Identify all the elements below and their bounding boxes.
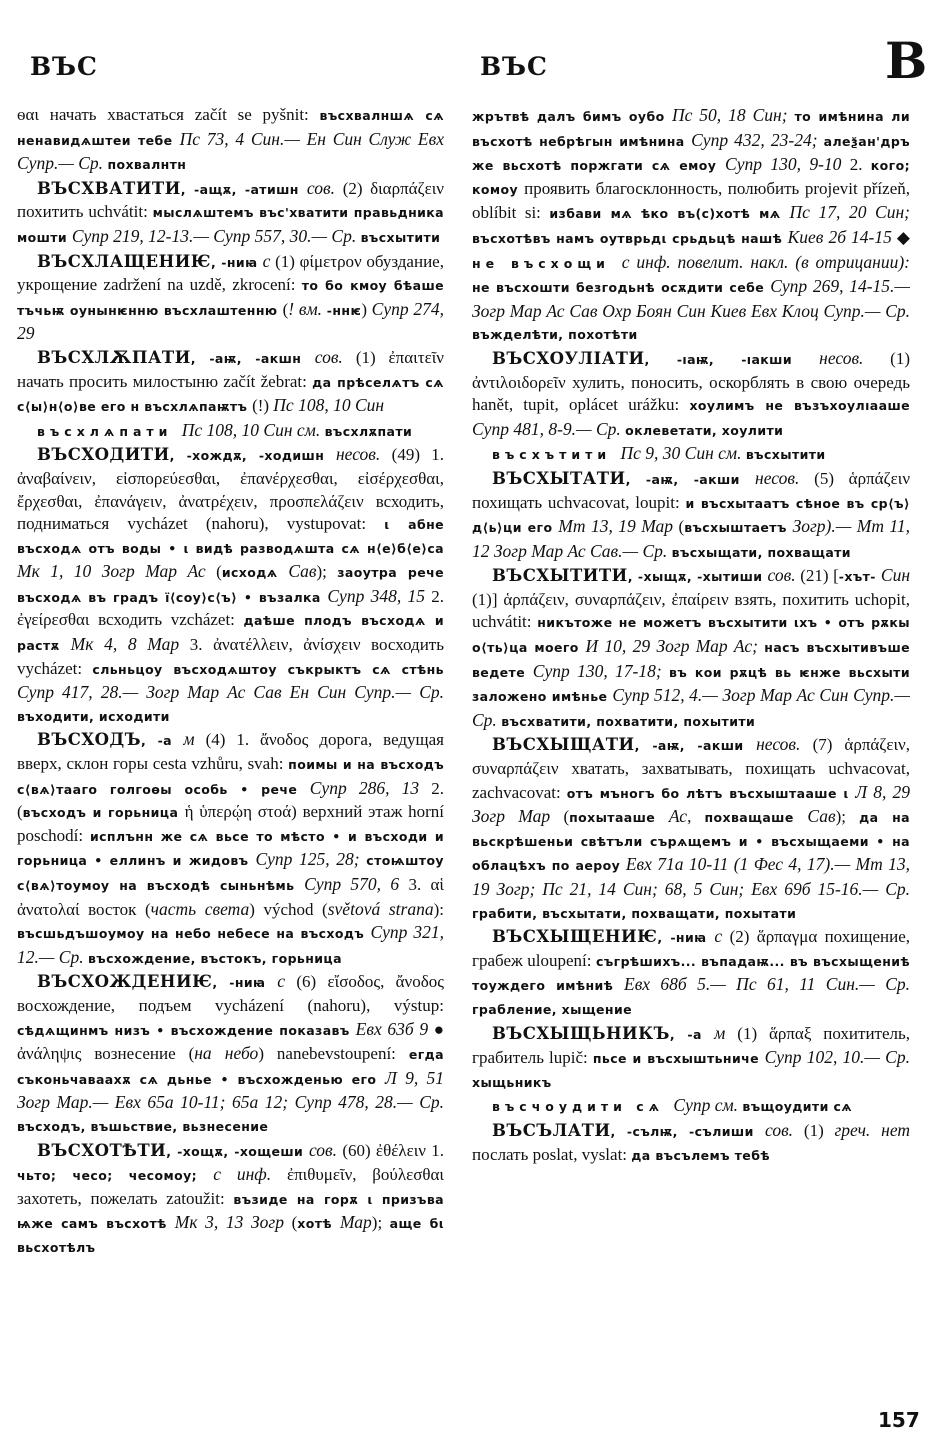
reference-italic: Мар bbox=[339, 1212, 372, 1233]
slavonic-citation: грабити, въсхытати, похващати, похытати bbox=[472, 905, 797, 921]
reference-italic: Мт 13, 19 Мар bbox=[558, 516, 679, 537]
reference-italic: ! вм. bbox=[288, 298, 327, 319]
definition-text: проявить благосклонность, полюбить projevit přízeň, oblíbit si: bbox=[472, 178, 910, 223]
reference-italic: Супр 286, 13 bbox=[309, 777, 432, 798]
reference-italic: сов. bbox=[767, 565, 801, 586]
headword: ВЪСХЛѪПАТИ bbox=[37, 347, 191, 367]
definition-text: ) nanebevstoupení: bbox=[258, 1044, 409, 1064]
reference-italic: И 10, 29 Зогр Мар Ас; bbox=[585, 636, 765, 657]
slavonic-citation: -хът- bbox=[838, 569, 881, 585]
reference-italic: с инф. повелит. накл. (в отрицании): bbox=[621, 251, 910, 272]
slavonic-citation: въсхватити, похватити, похытити bbox=[501, 713, 756, 729]
reference-italic: Киев 2б 14-15 bbox=[787, 226, 897, 247]
slavonic-citation: въсхыштаетъ bbox=[684, 520, 793, 536]
reference-italic: Пс 108, 10 Син bbox=[273, 395, 385, 416]
page-number: 157 bbox=[878, 1408, 920, 1432]
slavonic-citation: въсшьдъшоумоу на небо небесе на въсходъ bbox=[17, 926, 371, 942]
definition-text: ); bbox=[835, 807, 860, 827]
reference-italic: Пс 9, 30 Син см. bbox=[620, 443, 746, 464]
headword: ВЪСХОДИТИ bbox=[37, 445, 170, 465]
headword: ВЪСХЫЩЕНИѤ bbox=[492, 927, 658, 947]
definition-text: ); bbox=[316, 562, 338, 582]
definition-text: 2. ( bbox=[17, 778, 444, 822]
dictionary-entry bbox=[17, 250, 444, 346]
headword: ВЪСХОУЛІАТИ bbox=[492, 348, 645, 368]
slavonic-citation: въсхыщати, похващати bbox=[671, 544, 851, 560]
reference-italic: Пс 108, 10 Син см. bbox=[181, 419, 325, 440]
left-column bbox=[17, 104, 444, 1260]
slavonic-citation: заоутра рече въсходѧ въ градъ ї⟨соу⟩с⟨ъ⟩ • възалка bbox=[17, 565, 444, 605]
slavonic-citation: въщоудити сѧ bbox=[742, 1099, 853, 1115]
reference-italic: Супр 130, 17-18; bbox=[532, 660, 670, 681]
slavonic-citation: то имѣнина ли въсхотѣ небрѣгын имѣнина bbox=[472, 109, 910, 149]
dictionary-entry bbox=[17, 970, 444, 1138]
reference-italic: Евх 71а 10-11 (1 Фес 4, 17).— Мт 13, 19 Зогр; Пс 21, 14 Син; 68, 5 Син; Евх 69б 15-16.— Ср. bbox=[472, 854, 910, 899]
slavonic-citation: въходити, исходити bbox=[17, 708, 170, 724]
definition-text: 3. αἱ ἀνατολαί восток ( bbox=[17, 875, 444, 919]
dictionary-entry bbox=[472, 467, 910, 564]
slavonic-citation: пьсе и въсхыштьниче bbox=[592, 1051, 765, 1067]
slavonic-citation: никътоже не можетъ въсхытити ιхъ • отъ рѫкы о⟨ть⟩ца моего bbox=[472, 615, 910, 656]
slavonic-citation: аще бι вьсхотѣлъ bbox=[17, 1216, 444, 1255]
definition-text: (7) ἁρπάζειν, συναρπάζειν хватать, захватывать, похищать uchvacovat, zachvacovat: bbox=[472, 735, 910, 802]
slavonic-citation: кого; комоу bbox=[472, 158, 910, 197]
slavonic-citation: поимы и на въсходъ с⟨вѧ⟩тааго голгоѳы особь • рече bbox=[17, 757, 444, 797]
definition-text: 2. bbox=[849, 155, 871, 175]
reference-italic: несов. bbox=[755, 467, 815, 488]
definition-text: ( bbox=[291, 1213, 298, 1233]
dictionary-entry bbox=[472, 1094, 910, 1119]
reference-italic: Л 9, 51 Зогр Мар.— Евх 65а 10-11; 65а 12; Супр 478, 28.— Ср. bbox=[17, 1067, 445, 1113]
slavonic-citation: чьто; чесо; чесомоу; bbox=[17, 1168, 214, 1184]
definition-text: ● ἀνάληψις вознесение ( bbox=[17, 1019, 444, 1064]
reference-italic: с bbox=[262, 250, 276, 271]
definition-text: (60) ἐθέλειν 1. bbox=[342, 1140, 444, 1160]
slavonic-citation: съгрѣшихъ... въпадаѭ... въ въсхыщениѣ тоуждего имѣниѣ bbox=[472, 953, 910, 994]
slavonic-citation: въсхвалншѧ сѧ ненавидѧштеи тебе bbox=[17, 108, 445, 148]
reference-italic: Пс 50, 18 Син; bbox=[671, 105, 795, 125]
reference-italic: несов. bbox=[756, 734, 813, 755]
headword: ВЪСХОДЪ bbox=[37, 730, 141, 750]
dictionary-entry bbox=[17, 728, 444, 970]
reference-italic: Супр 321, 12.— Ср. bbox=[17, 922, 444, 967]
dictionary-entry bbox=[472, 733, 910, 925]
slavonic-citation: , -хождѫ, -ходишн bbox=[169, 448, 336, 464]
dictionary-entry bbox=[472, 564, 910, 733]
definition-text: ἐπιθυμεῖν, βούλεσθαι захотеть, пожелать zatoužit: bbox=[17, 1165, 445, 1208]
slavonic-citation: хыщьникъ bbox=[472, 1074, 552, 1090]
reference-italic: Супр 125, 28; bbox=[255, 849, 367, 870]
definition-text: (1) ἐπαιτεῖν начать просить милостыню začít žebrat: bbox=[17, 347, 444, 391]
definition-text: (49) 1. ἀναβαίνειν, εἰσπορεύεσθαι, ἐπανέρχεσθαι, εἰσέρχεσθαι, ἔρχεσθαι, ἐπανάγειν, ἀνατρέχειν, προσπελάζειν всходить, подниматься vycházet (nahoru), vystupovat: bbox=[17, 445, 444, 534]
slavonic-citation: , -а bbox=[669, 1026, 715, 1042]
running-head-middle: ВЪС bbox=[480, 52, 548, 81]
slavonic-citation: , -ниꙗ bbox=[212, 975, 278, 991]
slavonic-citation: въсхлѫпати bbox=[324, 423, 413, 439]
slavonic-citation: стоѩштоу с⟨вѧ⟩тоумоу на въсходѣ сыньнѣмь bbox=[17, 853, 444, 893]
reference-italic: Супр 432, 23-24; bbox=[691, 129, 824, 150]
definition-text: , bbox=[687, 807, 705, 827]
right-column bbox=[472, 104, 910, 1167]
slavonic-citation: , -хощѫ, -хощеши bbox=[166, 1143, 309, 1159]
reference-italic: несов. bbox=[819, 347, 891, 368]
reference-italic: Зогр).— Мт 11, 12 Зогр Мар Ас Сав.— Ср. bbox=[472, 516, 911, 561]
definition-text: ) bbox=[361, 299, 372, 319]
definition-text: ѳαι начать хвастаться začít se pyšnit: bbox=[17, 105, 320, 124]
spaced-headword: въсчоудити сѧ bbox=[492, 1099, 674, 1115]
slavonic-citation: , -аѭ, -акши bbox=[625, 471, 756, 487]
dictionary-entry bbox=[472, 925, 910, 1021]
headword: ВЪСХЫЩЬНИКЪ bbox=[492, 1023, 670, 1043]
slavonic-citation: исходѧ bbox=[221, 565, 289, 581]
definition-text: ): bbox=[433, 899, 444, 919]
slavonic-citation: похвалнтн bbox=[107, 157, 187, 173]
slavonic-citation: , -аѭ, -акшн bbox=[190, 350, 315, 366]
reference-italic: Мк 3, 13 Зогр bbox=[174, 1212, 292, 1233]
slavonic-citation: въсхотѣвъ намъ оутврьдι срьдьцѣ нашѣ bbox=[472, 230, 788, 246]
reference-italic: Супр 512, 4.— Зогр Мар Ас Син Супр.— Ср. bbox=[472, 685, 910, 730]
definition-text: (1) φίμετρον обуздание, укрощение zadržení na uzdě, zkrocení: bbox=[17, 251, 444, 295]
slavonic-citation: алеѯан'дръ же вьсхотѣ поржгати сѧ емоу bbox=[472, 133, 910, 174]
reference-italic: Л 8, 29 Зогр Мар bbox=[472, 781, 911, 827]
slavonic-citation: ι абне въсходѧ отъ воды • ι видѣ разводѧшта сѧ н⟨е⟩б⟨е⟩са bbox=[17, 517, 444, 556]
slavonic-citation: похващаше bbox=[704, 810, 808, 826]
slavonic-citation: егда съконьчаваахѫ сѧ дьньe • въсхожденью его bbox=[17, 1047, 444, 1087]
reference-italic: Син bbox=[880, 565, 910, 586]
reference-italic: с инф. bbox=[213, 1164, 287, 1185]
dictionary-entry bbox=[17, 1139, 444, 1260]
reference-italic: на небо bbox=[194, 1043, 259, 1064]
reference-italic: с bbox=[277, 971, 297, 992]
reference-italic: Супр 130, 9-10 bbox=[725, 154, 850, 175]
reference-italic: Супр см. bbox=[673, 1095, 743, 1116]
headword: ВЪСХЫТИТИ bbox=[492, 566, 628, 586]
definition-text: (1) ἀντιλοιδορεῖν хулить, поносить, оскорблять в свою очередь hanět, tupit, oplácet urážku: bbox=[472, 348, 910, 415]
slavonic-citation: хоулимъ не възъхоулıааше bbox=[689, 398, 910, 414]
definition-text: ( bbox=[216, 562, 222, 582]
reference-italic: сов. bbox=[308, 1139, 343, 1160]
slavonic-citation: хотѣ bbox=[297, 1216, 340, 1232]
reference-italic: světová strana bbox=[327, 898, 434, 919]
definition-text: (6) εἴσοδος, ἄνοδος восхождение, подъем vycházení (nahoru), výstup: bbox=[17, 972, 444, 1015]
reference-italic: Супр 269, 14-15.— Зогр Мар Ас Сав Охр Боян Син Киев Евх Клоц Супр.— Ср. bbox=[472, 276, 910, 321]
running-head-left: ВЪС bbox=[30, 52, 98, 81]
slavonic-citation: , -аѭ, -акши bbox=[634, 738, 757, 754]
definition-text: 2. ἐγείρεσθαι всходить vzcházet: bbox=[17, 586, 444, 630]
reference-italic: Мк 1, 10 Зогр Мар Ас bbox=[17, 561, 217, 582]
dictionary-entry bbox=[472, 442, 910, 467]
reference-italic: Супр 570, 6 bbox=[304, 874, 409, 894]
reference-italic: Сав bbox=[807, 806, 836, 827]
dictionary-entry bbox=[472, 1022, 910, 1095]
slavonic-citation: грабление, хыщение bbox=[472, 1001, 632, 1017]
dictionary-entry bbox=[17, 443, 444, 728]
reference-italic: с bbox=[714, 926, 730, 947]
dictionary-entry bbox=[17, 104, 444, 177]
definition-text: ( bbox=[678, 517, 685, 537]
definition-text: ◆ bbox=[896, 227, 910, 247]
reference-italic: Супр 417, 28.— Зогр Мар Ас Сав Ен Син Супр.— Ср. bbox=[17, 682, 444, 703]
reference-italic: Супр 219, 12-13.— Супр 557, 30.— Ср. bbox=[71, 225, 361, 246]
slavonic-citation: въ кои рѫцѣ вь ѥнже вьсхыти заложено имѣнье bbox=[472, 664, 910, 705]
slavonic-citation: -ннѥ bbox=[326, 302, 362, 318]
slavonic-citation: исплънн же сѧ вьсе то мѣсто • и въсходи и горьница • еллинъ и жидовъ bbox=[17, 828, 444, 869]
reference-italic: Сав bbox=[288, 561, 317, 582]
reference-italic: сов. bbox=[765, 1119, 804, 1140]
definition-text: (2) ἅρπαγμα похищение, грабеж uloupení: bbox=[472, 927, 910, 970]
reference-italic: несов. bbox=[336, 444, 392, 465]
slavonic-citation: оклеветати, хоулити bbox=[625, 422, 784, 438]
slavonic-citation: то бо кмоу бѣаше тъчьѭ оунынѥнню въсхлаштенню bbox=[17, 278, 444, 318]
definition-text: (2) διαρπάζειν похитить uchvátit: bbox=[17, 178, 444, 222]
headword: ВЪСЪЛАТИ bbox=[492, 1120, 611, 1140]
dictionary-entry bbox=[472, 1119, 910, 1167]
reference-italic: Евх 68б 5.— Пс 61, 11 Син.— Ср. bbox=[624, 974, 911, 995]
slavonic-citation: отъ мъногъ бо лѣтъ въсхыштааше ι bbox=[566, 785, 856, 801]
reference-italic: Пс 73, 4 Син.— Ен Син Служ Евх Супр.— Ср. bbox=[17, 128, 444, 174]
slavonic-citation: въсхытити bbox=[745, 447, 826, 463]
slavonic-citation: възиде на горѫ ι призъва ѩже самъ въсхотѣ bbox=[17, 1191, 444, 1232]
definition-text: ἡ ὑπερῴη στοά) верхний этаж horní poschodí: bbox=[17, 802, 444, 845]
definition-text: ) východ ( bbox=[249, 899, 328, 919]
headword: ВЪСХВАТИТИ bbox=[37, 178, 181, 198]
slavonic-citation: , -хыщѫ, -хытиши bbox=[627, 569, 768, 585]
reference-italic: греч. нет bbox=[834, 1119, 910, 1140]
slavonic-citation: насъ въсхытивъше ведете bbox=[472, 640, 910, 680]
definition-text: (1) bbox=[803, 1120, 835, 1140]
slavonic-citation: , -ниꙗ bbox=[657, 930, 715, 946]
spaced-headword: въсхлѧпати bbox=[37, 423, 182, 439]
slavonic-citation: похытааше bbox=[569, 810, 669, 826]
slavonic-citation: мыслѧштемъ въс'хватити правьдника мошти bbox=[17, 205, 445, 245]
reference-italic: Супр 102, 10.— Ср. bbox=[764, 1047, 910, 1068]
dictionary-entry bbox=[472, 347, 910, 442]
definition-text: (!) bbox=[252, 396, 274, 416]
headword: ВЪСХОТѢТИ bbox=[37, 1140, 167, 1160]
reference-italic: Мк 4, 8 Мар bbox=[70, 634, 190, 655]
definition-text: послать poslat, vyslat: bbox=[472, 1144, 632, 1164]
definition-text: (1)] ἁρπάζειν, συναρπάζειν, ἐπαίρειν взять, похитить uchopit, uchvátit: bbox=[472, 589, 910, 632]
dictionary-entry bbox=[17, 346, 444, 419]
slavonic-citation: избави мѧ ѣко въ(с)хотѣ мѧ bbox=[549, 206, 790, 222]
slavonic-citation: въсхытити bbox=[360, 229, 441, 245]
reference-italic: Евх 63б 9 bbox=[355, 1018, 434, 1039]
slavonic-citation: , -а bbox=[141, 733, 184, 749]
slavonic-citation: даѣше плодъ въсходѧ и растѫ bbox=[17, 613, 444, 654]
slavonic-citation: , -ıаѭ, -ıакши bbox=[644, 351, 820, 367]
reference-italic: Супр 481, 8-9.— Ср. bbox=[472, 418, 626, 439]
definition-text: ( bbox=[282, 299, 289, 319]
reference-italic: м bbox=[714, 1022, 738, 1043]
dictionary-entry bbox=[17, 177, 444, 250]
slavonic-citation: , -ниꙗ bbox=[211, 254, 263, 270]
definition-text: 3. ἀνατέλλειν, ἀνίσχειν восходить vycházet: bbox=[17, 635, 444, 678]
definition-text: (5) ἁρπάζειν похищать uchvacovat, loupit: bbox=[472, 468, 910, 512]
slavonic-citation: въжделѣти, похотѣти bbox=[472, 327, 638, 343]
headword: ВЪСХЫТАТИ bbox=[492, 468, 626, 488]
definition-text: (4) 1. ἄνοδος дорога, ведущая вверх, склон горы cesta vzhůru, svah: bbox=[17, 730, 444, 774]
reference-italic: Пс 17, 20 Син; bbox=[789, 202, 910, 223]
slavonic-citation: въсхождение, въстокъ, горьница bbox=[87, 950, 342, 966]
slavonic-citation: , -ащѫ, -атишн bbox=[180, 181, 307, 197]
slavonic-citation: жрътвѣ далъ бимъ оубо bbox=[472, 109, 672, 124]
slavonic-citation: , -сълѭ, -сълиши bbox=[610, 1123, 765, 1139]
slavonic-citation: въсходъ и горьница bbox=[22, 805, 185, 821]
slavonic-citation: да на вьскрѣшеньи свѣтъли сърѧщемъ и • въсхыщаеми • на облацѣхъ по аероу bbox=[472, 810, 911, 874]
slavonic-citation: да прѣселѧтъ сѧ с⟨ы⟩н⟨о⟩ве его н въсхлѧпаѭтъ bbox=[17, 374, 444, 415]
definition-text: (1) ἅρπαξ похититель, грабитель lupič: bbox=[472, 1023, 910, 1068]
dictionary-entry bbox=[17, 419, 444, 444]
slavonic-citation: въсходъ, въшьствие, вьзнесение bbox=[17, 1118, 269, 1134]
reference-italic: Супр 348, 15 bbox=[327, 585, 432, 606]
definition-text: ); bbox=[371, 1213, 390, 1233]
reference-italic: Супр 274, 29 bbox=[17, 298, 444, 344]
headword: ВЪСХОЖДЕНИѤ bbox=[37, 972, 213, 992]
slavonic-citation: сѣдѧщинмъ низъ • въсхождение показавъ bbox=[17, 1022, 356, 1038]
spaced-headword: не въсхощи bbox=[472, 255, 622, 271]
headword: ВЪСХЛАЩЕНИѤ bbox=[37, 251, 212, 271]
reference-italic: сов. bbox=[306, 177, 343, 198]
definition-text: ( bbox=[563, 807, 570, 827]
spaced-headword: въсхътити bbox=[492, 447, 621, 463]
reference-italic: часть света bbox=[150, 898, 250, 919]
reference-italic: сов. bbox=[314, 346, 356, 367]
reference-italic: Ас bbox=[668, 806, 688, 827]
definition-text: (21) [ bbox=[800, 566, 839, 586]
slavonic-citation: не въсхошти безгодьнѣ осѫдити себе bbox=[472, 280, 771, 296]
slavonic-citation: да въсълемъ тебѣ bbox=[631, 1147, 770, 1163]
section-letter: В bbox=[885, 31, 928, 90]
slavonic-citation: и въсхытаатъ сѣное въ ср⟨ъ⟩д⟨ь⟩ци его bbox=[472, 495, 910, 536]
slavonic-citation: сльньцоу въсходѧштоу съкрыктъ сѧ стѣнь bbox=[92, 661, 444, 677]
headword: ВЪСХЫЩАТИ bbox=[492, 735, 635, 755]
dictionary-entry bbox=[472, 104, 910, 347]
reference-italic: м bbox=[183, 729, 206, 750]
